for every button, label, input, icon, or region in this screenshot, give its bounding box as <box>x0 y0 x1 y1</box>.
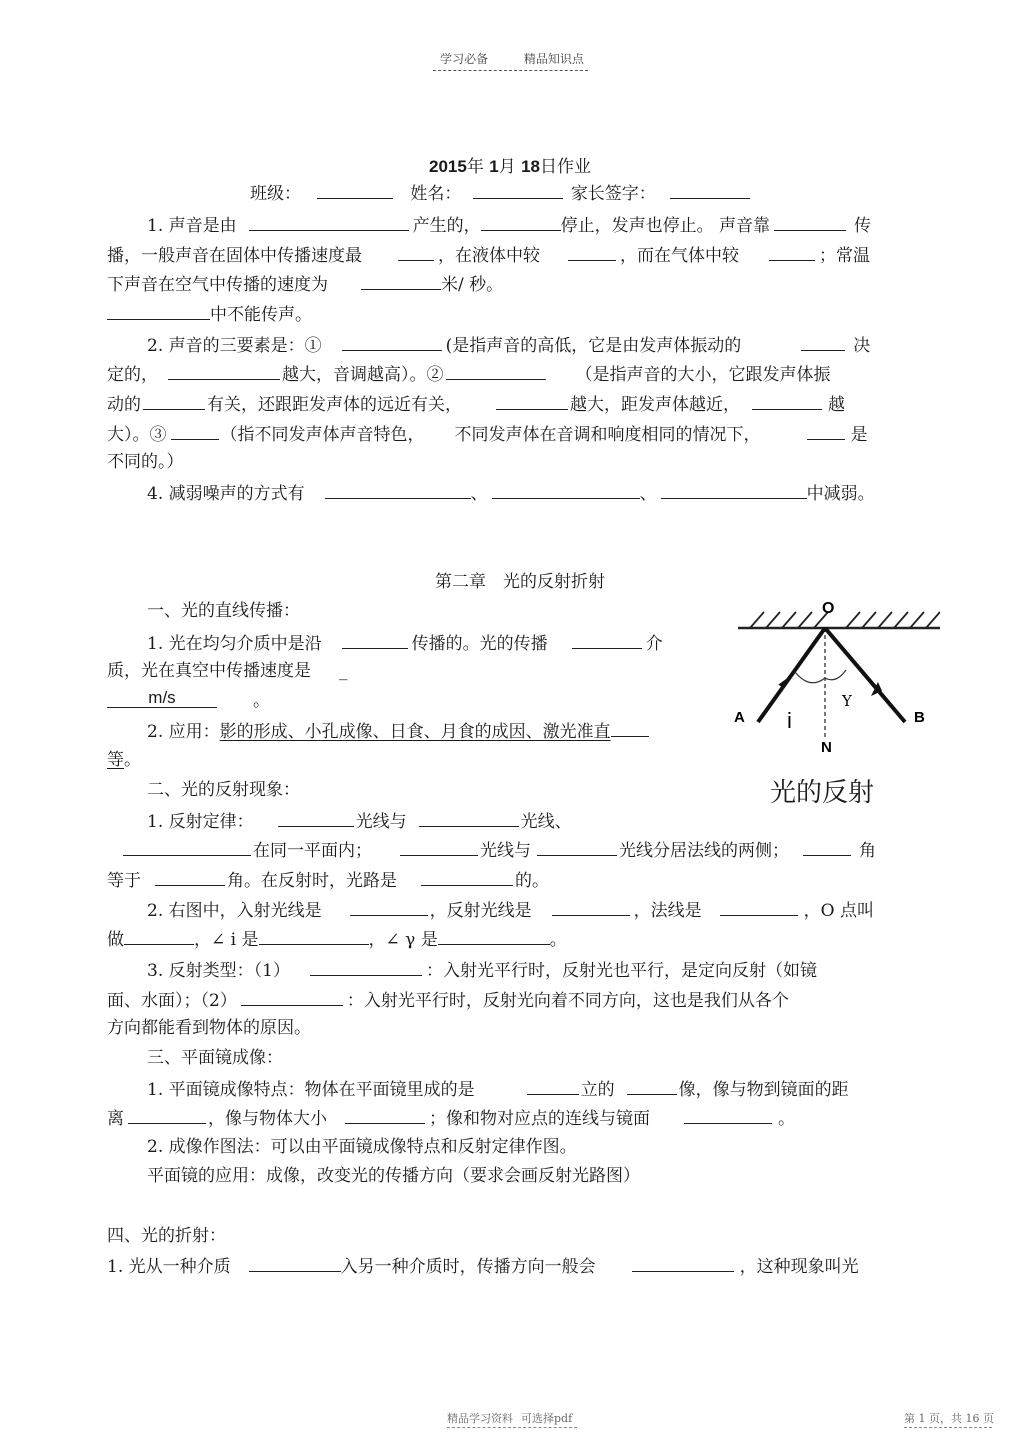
header-rule <box>433 70 588 71</box>
footer-left: 精品学习资料 <box>447 1412 513 1425</box>
info-line: 班级： 姓名： 家长签字： <box>250 180 750 206</box>
header-right: 精品知识点 <box>523 52 584 66</box>
footer-mid: 可选择pdf <box>521 1412 573 1425</box>
q1-line3: 下声音在空气中传播的速度为 米/ 秒。 <box>107 271 503 297</box>
reflection-diagram <box>730 600 940 765</box>
p1-line5: 等。 <box>107 750 141 770</box>
q4-line: 4. 减弱噪声的方式有 、 、 中减弱。 <box>147 480 875 506</box>
class-blank <box>317 180 393 199</box>
q1-line4: 中不能传声。 <box>107 301 312 327</box>
p4-line1: 1. 光从一种介质 入另一种介质时，传播方向一般会 ，这种现象叫光 <box>107 1253 859 1279</box>
footer-rule-right <box>904 1427 992 1428</box>
q1-line1: 1. 声音是由 产生的， 停止，发声也停止。 声音靠 传 <box>147 212 871 238</box>
parent-sign-blank <box>670 180 750 199</box>
q2-line5: 不同的。） <box>107 452 184 472</box>
p1-line4: 2. 应用：影的形成、小孔成像、日食、月食的成因、激光准直 <box>147 718 649 744</box>
footer-rule-left <box>447 1427 577 1428</box>
chapter-title: 第二章 光的反射折射 <box>435 572 605 592</box>
p3-line2: 离 ，像与物体大小 ；像和物对应点的连线与镜面 。 <box>107 1105 795 1131</box>
diagram-caption: 光的反射 <box>770 778 875 808</box>
q2-line1: 2. 声音的三要素是：① (是指声音的高低，它是由发声体振动的 决 <box>147 332 870 358</box>
q2-line2: 定的， 越大，音调越高）。② （是指声音的大小，它跟发声体振 <box>107 361 831 387</box>
name-blank <box>473 180 563 199</box>
p3-line1: 1. 平面镜成像特点：物体在平面镜里成的是 立的 像，像与物到镜面的距 <box>147 1076 849 1102</box>
label-b: B <box>914 709 925 726</box>
p2-line4: 2. 右图中，入射光线是 ，反射光线是 ，法线是 ，O 点叫 <box>147 897 874 923</box>
footer-page-number: 第 1 页，共 16 页 <box>904 1412 994 1425</box>
label-a: A <box>734 709 745 726</box>
label-n: N <box>821 739 832 756</box>
p2-line6: 3. 反射类型：（1） ：入射光平行时，反射光也平行，是定向反射（如镜 <box>147 957 817 983</box>
section-4-heading: 四、光的折射： <box>107 1226 226 1246</box>
header-left: 学习必备 <box>440 52 489 66</box>
p2-line1: 1. 反射定律： 光线与 光线、 <box>147 808 572 834</box>
q2-line4: 大）。③ （指不同发声体声音特色， 不同发声体在音调和响度相同的情况下， 是 <box>107 421 868 447</box>
label-i: i <box>787 708 792 733</box>
q2-line3: 动的 有关，还跟距发声体的远近有关， 越大，距发声体越近， 越 <box>107 391 845 417</box>
p1-line3: m/s 。 <box>107 689 270 713</box>
label-y: Y <box>842 692 852 710</box>
section-2-heading: 二、光的反射现象： <box>147 780 300 800</box>
page-header <box>0 50 1024 67</box>
p3-line3: 2. 成像作图法：可以由平面镜成像特点和反射定律作图。 <box>147 1137 577 1157</box>
page-title: 2015年 1月 18日作业 <box>428 157 592 177</box>
label-o: O <box>822 600 835 617</box>
reflected-ray <box>825 628 905 722</box>
q1-line2: 播，一般声音在固体中传播速度最 ，在液体中较 ，而在气体中较 ；常温 <box>107 242 870 268</box>
p1-line1: 1. 光在均匀介质中是沿 传播的。光的传播 介 <box>147 630 663 656</box>
p2-line5: 做 ，∠ i 是 ，∠ γ 是 。 <box>107 926 567 952</box>
p1-line2: 质，光在真空中传播速度是 _ <box>107 661 348 681</box>
p2-line2: 在同一平面内； 光线与 光线分居法线的两侧； 角 <box>123 837 876 863</box>
p3-line4: 平面镜的应用：成像，改变光的传播方向（要求会画反射光路图） <box>147 1166 640 1186</box>
section-3-heading: 三、平面镜成像： <box>147 1048 283 1068</box>
p2-line7: 面、水面）；（2） ：入射光平行时，反射光向着不同方向，这也是我们从各个 <box>107 987 789 1013</box>
p2-line8: 方向都能看到物体的原因。 <box>107 1018 311 1038</box>
p2-line3: 等于 角。在反射时，光路是 的。 <box>107 867 549 893</box>
section-1-heading: 一、光的直线传播： <box>147 601 300 621</box>
